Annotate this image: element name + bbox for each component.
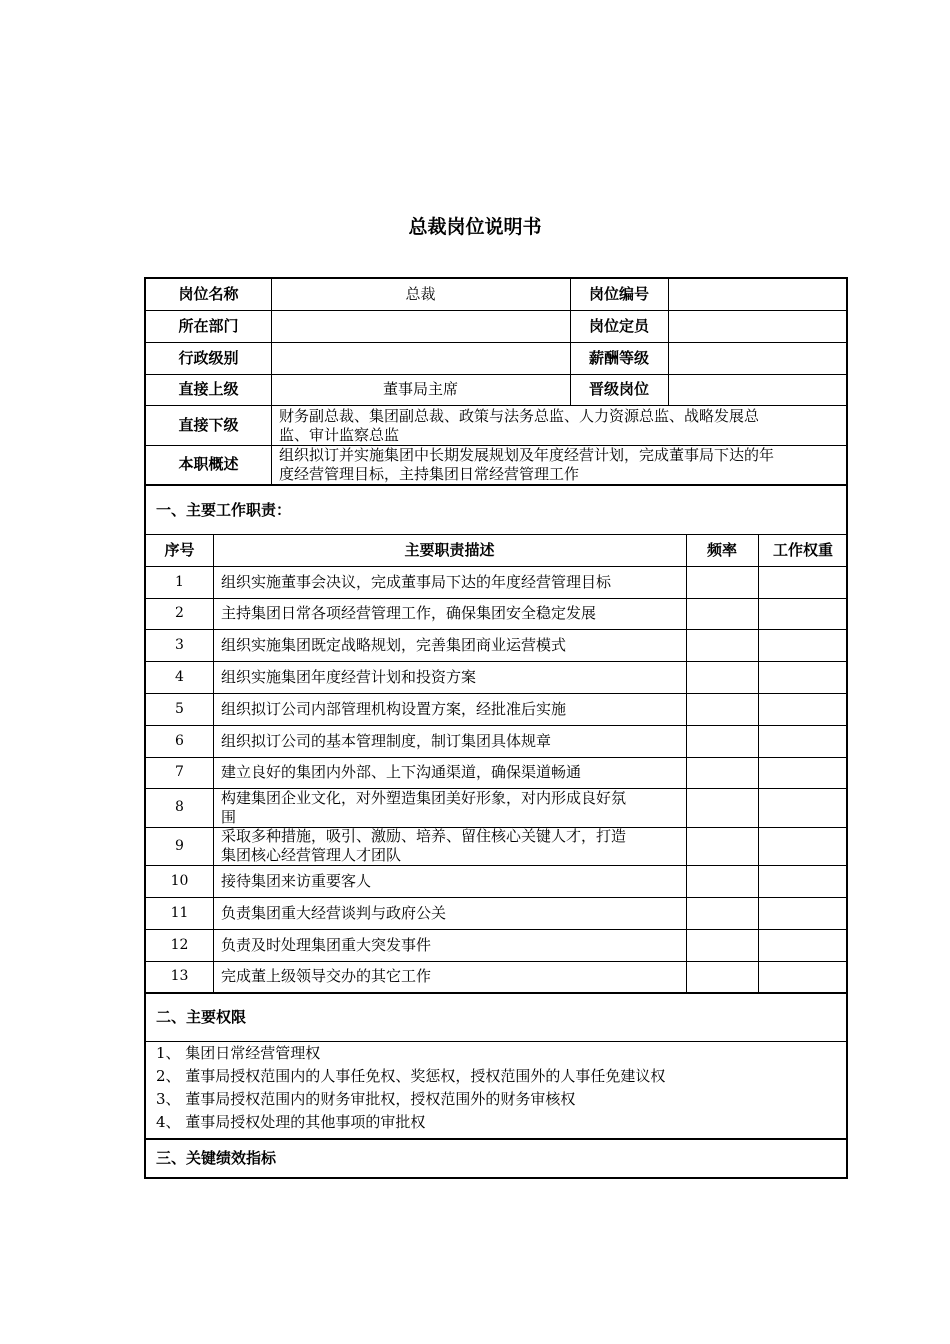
page-title: 总裁岗位说明书	[408, 216, 542, 238]
duty-description-line-2: 围	[221, 807, 237, 826]
header-no: 序号	[164, 540, 195, 559]
label-department: 所在部门	[178, 316, 239, 335]
authority-item: 3、 董事局授权范围内的财务审批权，授权范围外的财务审核权	[156, 1090, 576, 1108]
authority-item: 1、 集团日常经营管理权	[156, 1044, 321, 1062]
label-promotion-position: 晋级岗位	[588, 380, 649, 398]
duty-no: 8	[175, 799, 184, 815]
duty-description: 主持集团日常各项经营管理工作，确保集团安全稳定发展	[221, 604, 597, 622]
header-description: 主要职责描述	[404, 540, 495, 559]
value-direct-superior: 董事局主席	[382, 380, 458, 398]
value-headcount	[668, 310, 848, 342]
value-promotion-position	[668, 374, 848, 405]
duty-description: 完成董上级领导交办的其它工作	[221, 967, 432, 985]
subordinates-line-1: 财务副总裁、集团副总裁、政策与法务总监、人力资源总监、战略发展总	[279, 406, 760, 425]
summary-line-2: 度经营管理目标，主持集团日常经营管理工作	[279, 465, 580, 483]
value-position-code	[668, 279, 848, 310]
duty-no: 12	[170, 936, 189, 953]
label-position-name: 岗位名称	[178, 285, 239, 303]
duty-no: 11	[170, 904, 189, 921]
value-admin-level	[271, 342, 570, 374]
duty-no: 5	[175, 700, 184, 717]
duty-description: 组织实施集团年度经营计划和投资方案	[221, 667, 477, 686]
value-salary-grade	[668, 342, 848, 374]
label-headcount: 岗位定员	[588, 316, 649, 335]
authority-item: 4、 董事局授权处理的其他事项的审批权	[156, 1113, 426, 1131]
duty-no: 2	[175, 605, 184, 621]
label-subordinates: 直接下级	[178, 415, 239, 434]
duty-no: 3	[175, 636, 184, 653]
label-direct-superior: 直接上级	[178, 380, 239, 398]
value-subordinates	[271, 406, 848, 445]
duty-description-line-2: 集团核心经营管理人才团队	[221, 846, 402, 864]
section-title-duties: 一、主要工作职责：	[156, 500, 292, 519]
duty-description: 组织拟订公司的基本管理制度，制订集团具体规章	[221, 731, 552, 750]
summary-line-1: 组织拟订并实施集团中长期发展规划及年度经营计划，完成董事局下达的年	[279, 446, 775, 464]
value-department	[271, 310, 570, 342]
duty-description: 组织实施董事会决议，完成董事局下达的年度经营管理目标	[221, 572, 612, 591]
header-frequency: 频率	[706, 540, 737, 559]
duty-description: 接待集团来访重要客人	[221, 871, 372, 890]
label-position-code: 岗位编号	[588, 285, 649, 303]
value-job-summary	[271, 446, 848, 484]
label-job-summary: 本职概述	[178, 455, 239, 473]
value-position-name: 总裁	[405, 285, 436, 303]
duty-no: 6	[175, 732, 184, 749]
duty-description: 负责集团重大经营谈判与政府公关	[221, 903, 447, 922]
section-title-authority: 二、主要权限	[156, 1008, 247, 1026]
label-salary-grade: 薪酬等级	[588, 348, 649, 367]
duty-no: 13	[170, 968, 189, 984]
duty-description	[213, 827, 686, 865]
authority-item: 2、 董事局授权范围内的人事任免权、奖惩权，授权范围外的人事任免建议权	[156, 1067, 666, 1085]
duty-description-line-1: 采取多种措施，吸引、激励、培养、留住核心关键人才，打造	[221, 827, 627, 845]
subordinates-line-2: 监、审计监察总监	[279, 425, 400, 444]
duty-no: 4	[175, 668, 184, 685]
label-admin-level: 行政级别	[178, 348, 239, 367]
job-description-table	[144, 277, 848, 1179]
duty-no: 10	[170, 872, 189, 889]
duty-description: 建立良好的集团内外部、上下沟通渠道，确保渠道畅通	[221, 763, 582, 781]
duty-no: 1	[175, 573, 184, 590]
duty-description: 负责及时处理集团重大突发事件	[221, 935, 432, 954]
duty-description: 组织实施集团既定战略规划，完善集团商业运营模式	[221, 635, 567, 654]
header-weight: 工作权重	[772, 540, 833, 559]
duty-no: 9	[175, 837, 184, 854]
duty-no: 7	[175, 764, 184, 780]
duty-description: 组织拟订公司内部管理机构设置方案，经批准后实施	[221, 699, 567, 718]
duty-description	[213, 788, 686, 827]
duty-description-line-1: 构建集团企业文化，对外塑造集团美好形象，对内形成良好氛	[221, 788, 627, 807]
section-title-kpi: 三、关键绩效指标	[156, 1149, 277, 1167]
